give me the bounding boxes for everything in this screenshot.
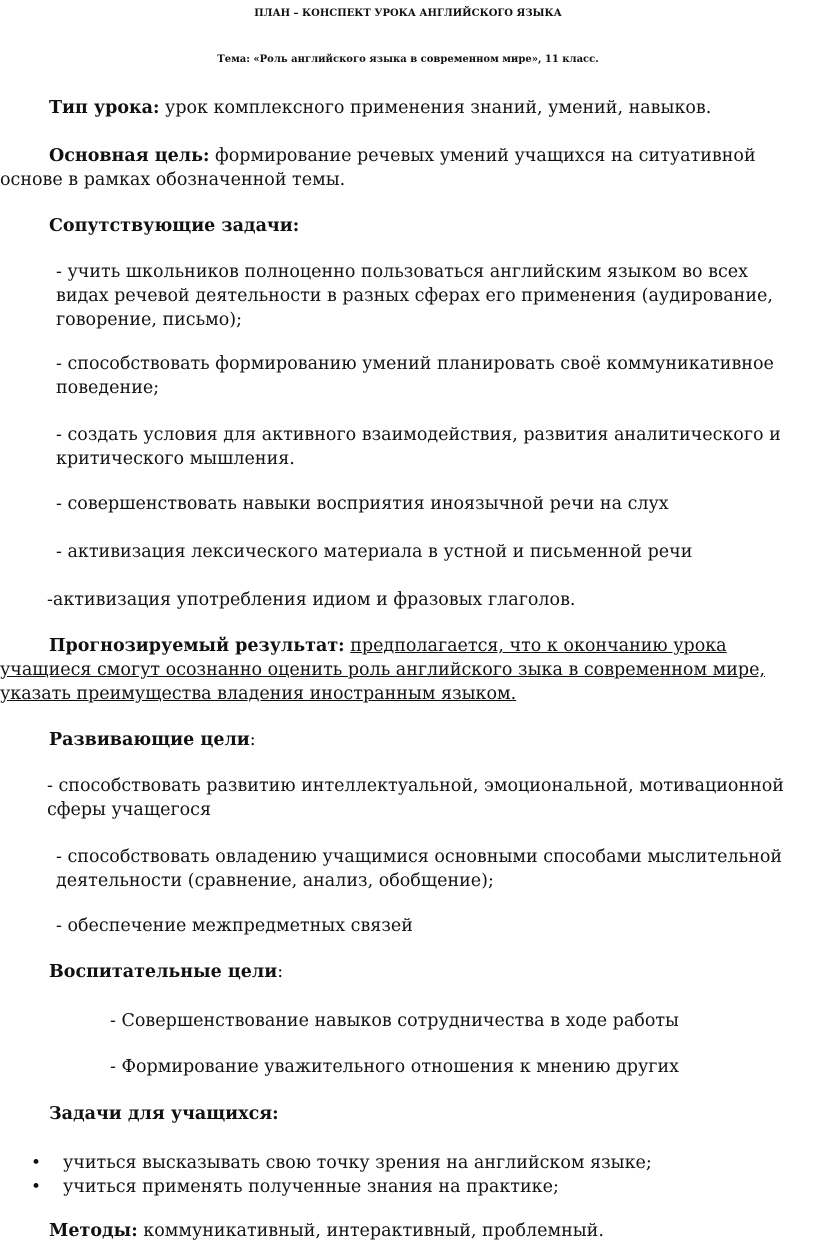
list-item: - создать условия для активного взаимодействия, развития аналитического и (56, 425, 781, 445)
list-item: видах речевой деятельности в разных сферах его применения (аудирование, (56, 286, 773, 306)
list-item: - учить школьников полноценно пользоваться английским языком во всех (56, 262, 749, 282)
list-item: - активизация лексического материала в устной и письменной речи (56, 542, 693, 562)
developing-goals-colon: : (249, 730, 256, 750)
expected-result-text-line2: учащиеся смогут осознанно оценить роль английского зыка в современном мире, (0, 660, 766, 680)
bullet-icon: • (31, 1177, 42, 1197)
list-item: говорение, письмо); (56, 310, 242, 330)
methods (49, 1219, 604, 1243)
educational-goals-colon: : (277, 962, 284, 982)
expected-result (49, 634, 727, 658)
main-goal-text: формирование речевых умений учащихся на ситуативной (209, 146, 756, 166)
list-item: критического мышления. (56, 449, 295, 469)
main-goal-text-line2: основе в рамках обозначенной темы. (0, 170, 346, 190)
list-item: деятельности (сравнение, анализ, обобщение); (56, 871, 494, 891)
developing-goals-label: Развивающие цели (49, 730, 250, 750)
list-item: - способствовать развитию интеллектуальной, эмоциональной, мотивационной (47, 776, 784, 796)
lesson-type (49, 96, 711, 120)
list-item: поведение; (56, 378, 160, 398)
list-item: сферы учащегося (47, 800, 212, 820)
page-title: ПЛАН – КОНСПЕКТ УРОКА АНГЛИЙСКОГО ЯЗЫКА (254, 8, 562, 19)
methods-label: Методы: (49, 1221, 138, 1241)
main-goal (49, 144, 756, 168)
bullet-icon: • (31, 1153, 42, 1173)
accompanying-tasks-heading: Сопутствующие задачи: (49, 216, 300, 236)
list-item: - обеспечение межпредметных связей (56, 916, 413, 936)
list-item: -активизация употребления идиом и фразовых глаголов. (47, 590, 576, 610)
developing-goals-heading (49, 728, 256, 752)
educational-goals-label: Воспитательные цели (49, 962, 278, 982)
list-item: - совершенствовать навыки восприятия иноязычной речи на слух (56, 494, 669, 514)
lesson-type-text: урок комплексного применения знаний, умений, навыков. (159, 98, 712, 118)
expected-result-label: Прогнозируемый результат: (49, 636, 345, 656)
list-item: - Совершенствование навыков сотрудничества в ходе работы (110, 1011, 679, 1031)
expected-result-text: предполагается, что к окончанию урока (350, 636, 727, 656)
methods-text: коммуникативный, интерактивный, проблемный. (137, 1221, 604, 1241)
list-item: учиться применять полученные знания на практике; (63, 1177, 559, 1197)
expected-result-text-line3: указать преимущества владения иностранным языком. (0, 684, 517, 704)
lesson-topic: Тема: «Роль английского языка в современном мире», 11 класс. (217, 54, 599, 65)
student-tasks-heading: Задачи для учащихся: (49, 1104, 279, 1124)
list-item: - способствовать формированию умений планировать своё коммуникативное (56, 354, 774, 374)
list-item: - способствовать овладению учащимися основными способами мыслительной (56, 847, 783, 867)
lesson-type-label: Тип урока: (49, 98, 160, 118)
list-item: учиться высказывать свою точку зрения на английском языке; (63, 1153, 652, 1173)
educational-goals-heading (49, 960, 283, 984)
list-item: - Формирование уважительного отношения к мнению других (110, 1057, 679, 1077)
main-goal-label: Основная цель: (49, 146, 210, 166)
